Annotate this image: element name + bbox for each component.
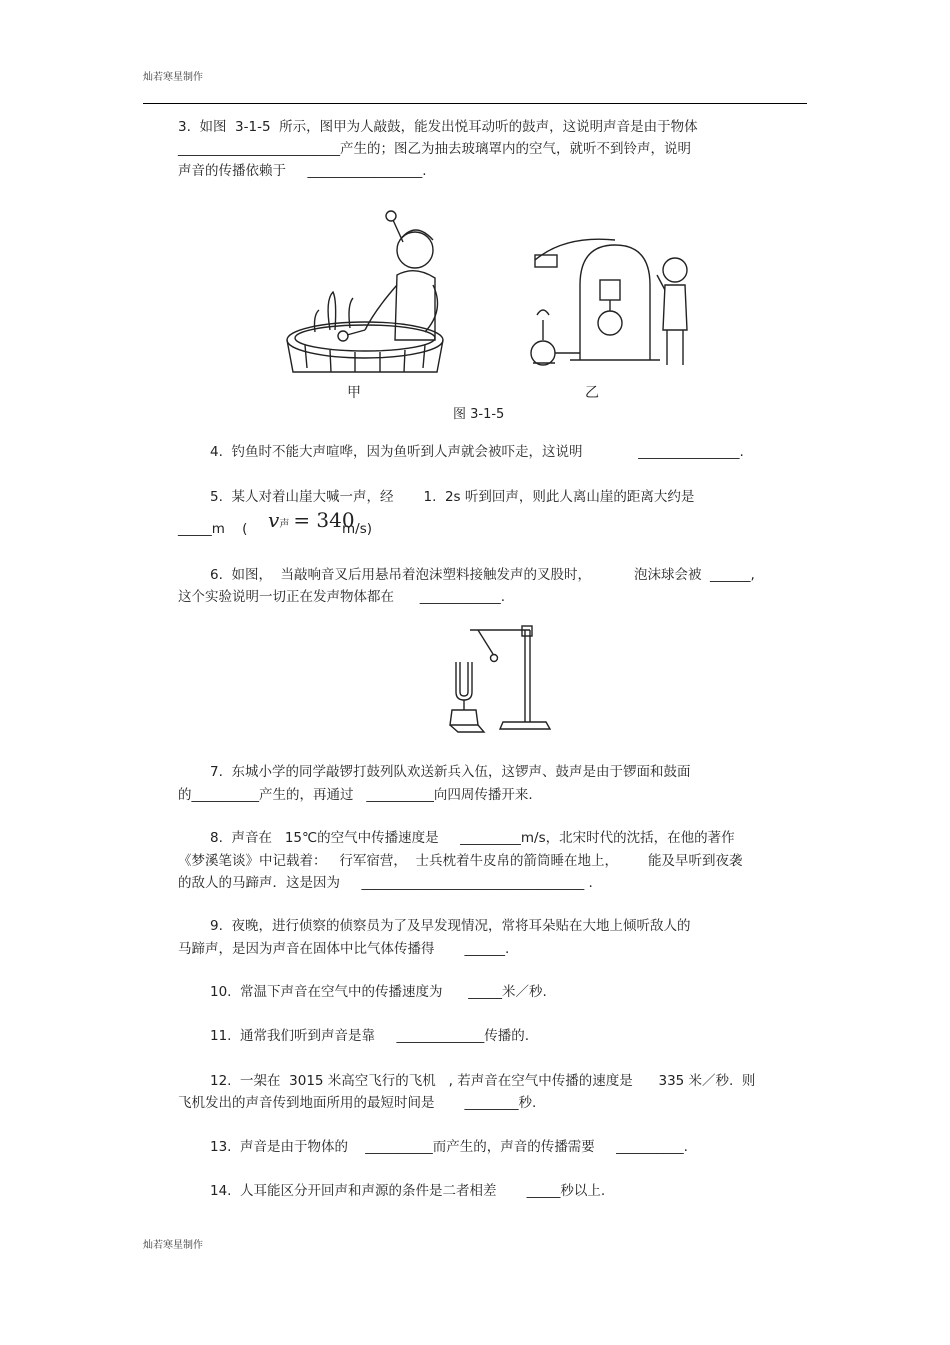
q12-line1: 12. 一架在 3015 米高空飞行的飞机 , 若声音在空气中传播的速度是 335 米／秒. 则: [210, 1073, 756, 1089]
fig-left-label: 甲: [347, 385, 361, 401]
q5-line2b: m/s): [342, 521, 372, 537]
q6-line2: 这个实验说明一切正在发声物体都在 ____________.: [178, 589, 506, 605]
q4-line1: 4. 钓鱼时不能大声喧哗，因为鱼听到人声就会被吓走，这说明 _______________.: [210, 444, 744, 460]
q7-line2: 的__________产生的，再通过 __________向四周传播开来.: [178, 787, 533, 803]
q5-line1: 5. 某人对着山崖大喊一声，经 1. 2s 听到回声，则此人离山崖的距离大约是: [210, 489, 695, 505]
header-rule: [143, 103, 807, 104]
fig-caption: 图 3-1-5: [453, 407, 505, 422]
q12-line2: 飞机发出的声音传到地面所用的最短时间是 ________秒.: [178, 1095, 537, 1111]
drum-figure: [285, 200, 460, 380]
q3-line3: 声音的传播依赖于 _________________.: [178, 163, 427, 179]
page-header: 灿若寒星制作: [143, 72, 203, 83]
q9-line2: 马蹄声，是因为声音在固体中比气体传播得 ______.: [178, 941, 510, 957]
q9-line1: 9. 夜晚，进行侦察的侦察员为了及早发现情况，常将耳朵贴在大地上倾听敌人的: [210, 918, 691, 934]
q6-line1: 6. 如图， 当敲响音叉后用悬吊着泡沫塑料接触发声的叉股时， 泡沫球会被 ______,: [210, 567, 755, 583]
q7-line1: 7. 东城小学的同学敲锣打鼓列队欢送新兵入伍，这锣声、鼓声是由于锣面和鼓面: [210, 764, 691, 780]
page-footer: 灿若寒星制作: [143, 1240, 203, 1251]
q11-line1: 11. 通常我们听到声音是靠 _____________传播的.: [210, 1028, 530, 1044]
q3-line1: 3. 如图 3-1-5 所示，图甲为人敲鼓，能发出悦耳动听的鼓声，这说明声音是由于物体: [178, 119, 698, 135]
tuning-fork-figure: [448, 622, 553, 737]
formula-sub: 声: [279, 519, 290, 530]
bell-jar-figure: [525, 235, 705, 375]
formula-value: = 340: [293, 508, 355, 532]
q8-line3: 的敌人的马蹄声．这是因为 _________________________________ .: [178, 875, 593, 891]
q3-line2: ________________________产生的；图乙为抽去玻璃罩内的空气，就听不到铃声，说明: [178, 141, 691, 157]
q10-line1: 10. 常温下声音在空气中的传播速度为 _____米／秒.: [210, 984, 547, 1000]
q13-line1: 13. 声音是由于物体的 __________而产生的，声音的传播需要 __________.: [210, 1139, 688, 1155]
q8-line2: 《梦溪笔谈》中记载着： 行军宿营， 士兵枕着牛皮帛的箭筒睡在地上， 能及早听到夜袭: [178, 853, 743, 869]
q8-line1: 8. 声音在 15℃的空气中传播速度是 _________m/s，北宋时代的沈括，在他的著作: [210, 830, 735, 846]
q5-line2a: _____m (: [178, 521, 248, 537]
formula-v: v: [268, 508, 280, 532]
q14-line1: 14. 人耳能区分开回声和声源的条件是二者相差 _____秒以上.: [210, 1183, 606, 1199]
fig-right-label: 乙: [585, 385, 599, 401]
